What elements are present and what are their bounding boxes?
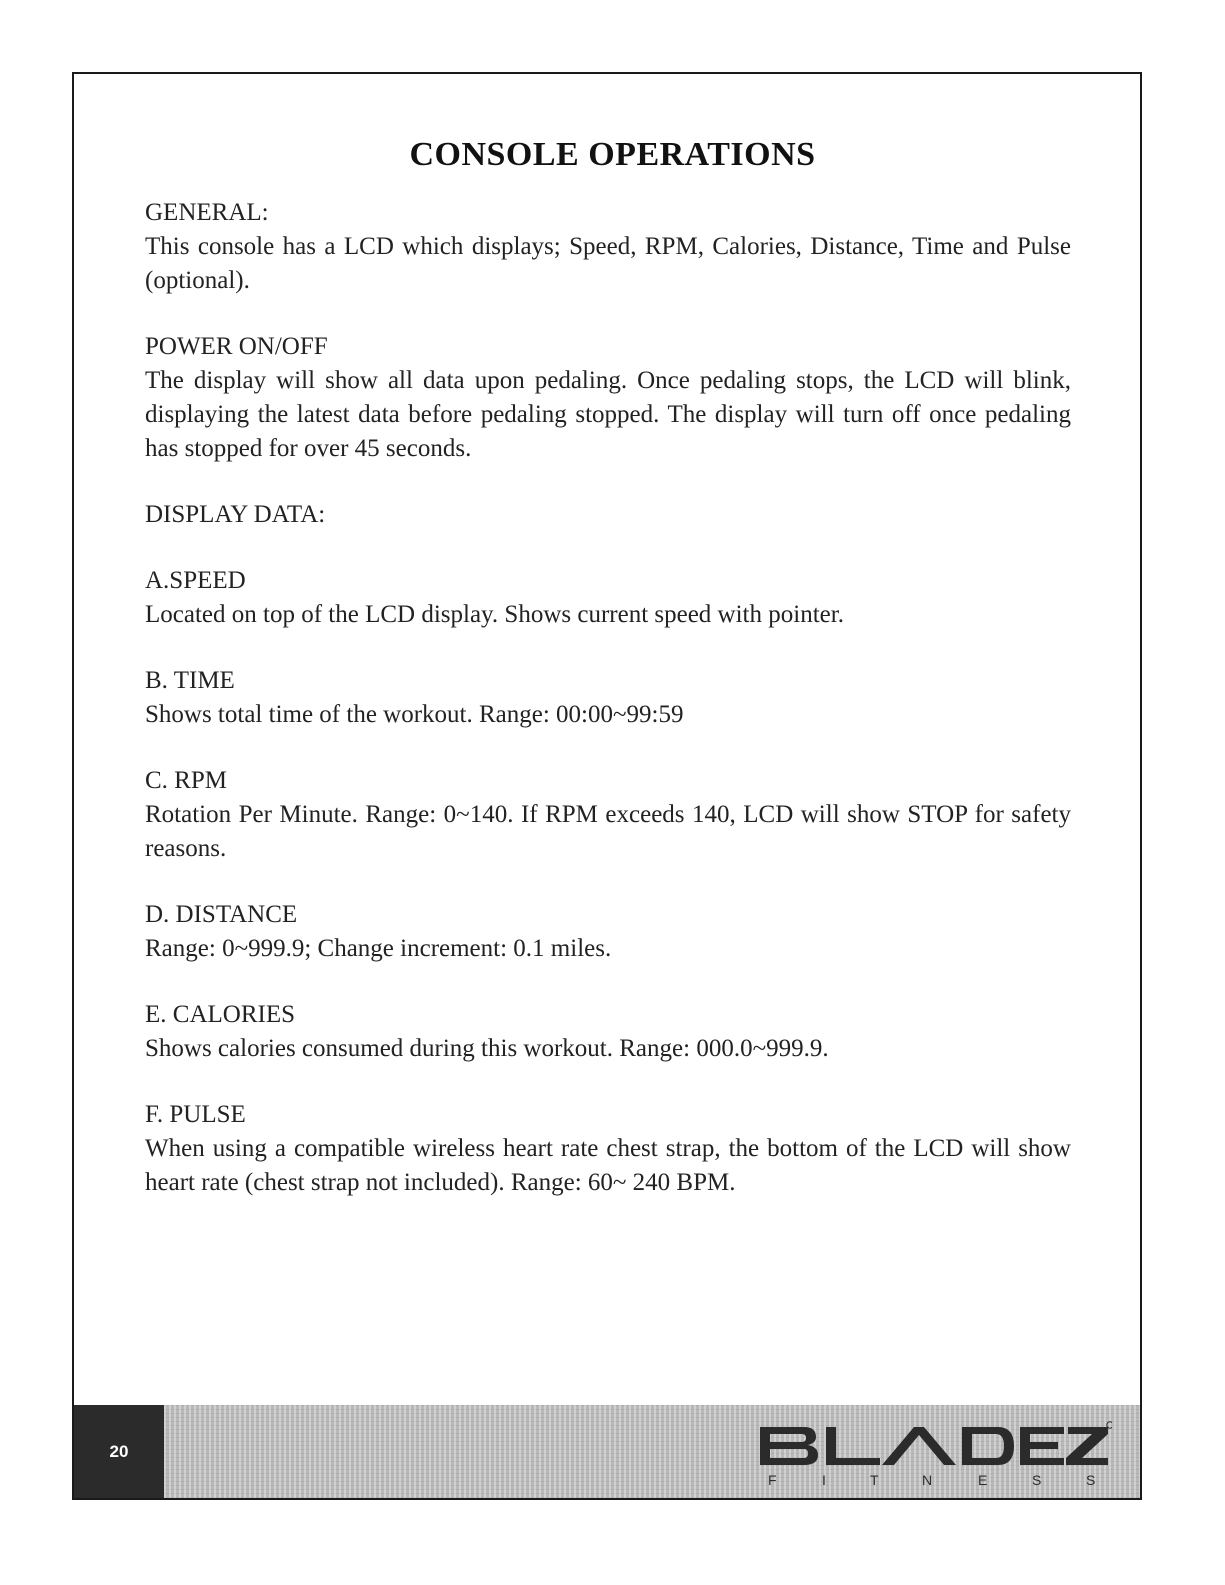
bladez-fitness-logo — [752, 1419, 1112, 1489]
section-heading: D. DISTANCE — [145, 901, 298, 928]
section-text: Located on top of the LCD display. Shows current speed with pointer. — [145, 601, 844, 628]
section-text: When using a compatible wireless heart rate chest strap, the bottom of the LCD will show heart rate (chest strap not included). Range: 60~ 240 BPM. — [145, 1135, 1071, 1196]
svg-text:F: F — [768, 1472, 777, 1488]
section-text: Shows calories consumed during this workout. Range: 000.0~999.9. — [145, 1035, 829, 1062]
page-footer — [74, 1405, 1140, 1498]
section-heading: POWER ON/OFF — [145, 333, 328, 360]
section-text: Shows total time of the workout. Range: 00:00~99:59 — [145, 701, 684, 728]
section-text: Range: 0~999.9; Change increment: 0.1 miles. — [145, 935, 612, 962]
section-heading: A.SPEED — [145, 567, 246, 594]
section-general — [145, 196, 1071, 298]
svg-text:I: I — [822, 1472, 826, 1488]
section-distance — [145, 898, 1071, 966]
section-power — [145, 330, 1071, 466]
bladez-logo-graphic — [752, 1419, 1112, 1489]
section-text: This console has a LCD which displays; Speed, RPM, Calories, Distance, Time and Pulse (optional). — [145, 233, 1071, 294]
section-pulse — [145, 1098, 1071, 1200]
section-heading: F. PULSE — [145, 1101, 246, 1128]
section-heading: DISPLAY DATA: — [145, 501, 326, 528]
document-body — [145, 196, 1071, 1232]
section-heading: E. CALORIES — [145, 1001, 295, 1028]
page-title: CONSOLE OPERATIONS — [409, 136, 816, 173]
section-heading: C. RPM — [145, 767, 227, 794]
section-calories — [145, 998, 1071, 1066]
section-text: Rotation Per Minute. Range: 0~140. If RPM exceeds 140, LCD will show STOP for safety reasons. — [145, 801, 1071, 862]
section-heading: B. TIME — [145, 667, 235, 694]
section-text: The display will show all data upon pedaling. Once pedaling stops, the LCD will blink, displaying the latest data before pedaling stopped. The display will turn off once pedaling has stopped for over 45 seconds. — [145, 367, 1071, 462]
svg-text:S: S — [1032, 1472, 1042, 1488]
section-rpm — [145, 764, 1071, 866]
svg-text:T: T — [870, 1472, 879, 1488]
section-time — [145, 664, 1071, 732]
svg-text:S: S — [1086, 1472, 1096, 1488]
page-number: 20 — [109, 1441, 129, 1461]
section-speed — [145, 564, 1071, 632]
svg-text:E: E — [978, 1472, 988, 1488]
section-heading: GENERAL: — [145, 199, 269, 226]
section-display-data — [145, 498, 1071, 532]
page-number-box — [74, 1405, 164, 1498]
svg-text:N: N — [922, 1472, 933, 1488]
